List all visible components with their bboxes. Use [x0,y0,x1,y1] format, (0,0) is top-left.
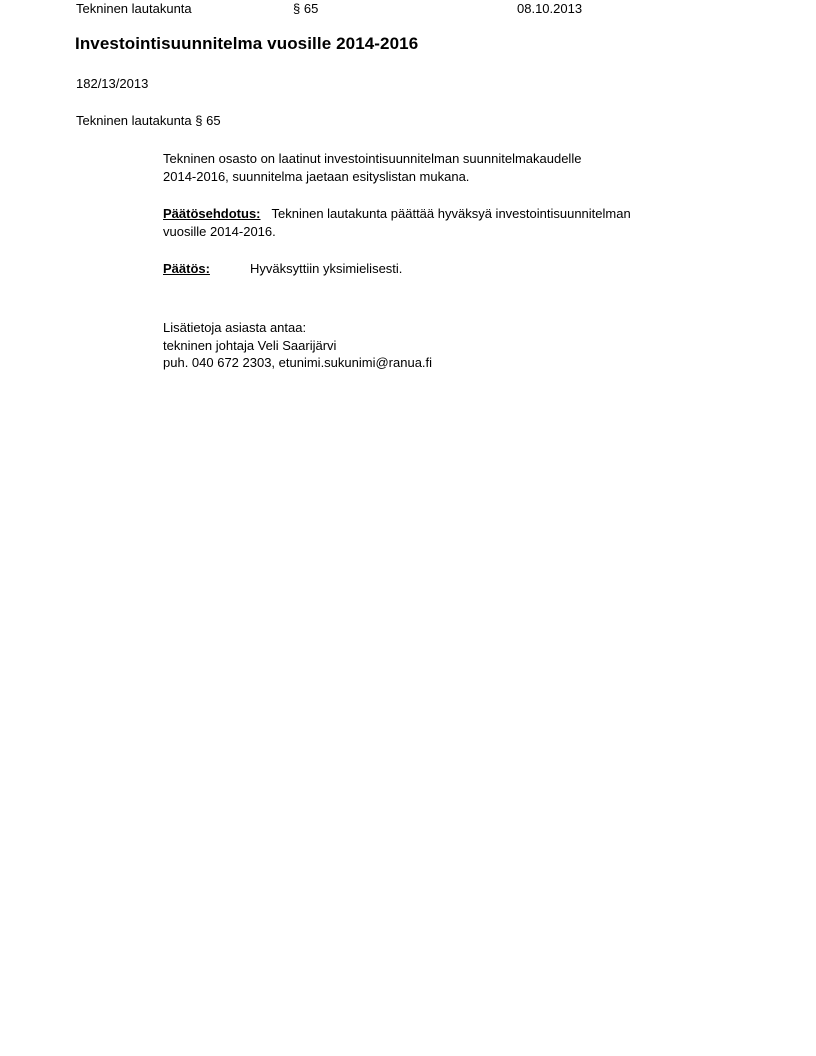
intro-line-2: 2014-2016, suunnitelma jaetaan esityslistan mukana. [163,168,470,184]
proposal-label: Päätösehdotus: [163,206,261,221]
proposal-text-line-2: vuosille 2014-2016. [163,223,276,239]
contact-info-block [163,319,763,372]
decision-text: Hyväksyttiin yksimielisesti. [250,261,403,276]
contact-person-line: tekninen johtaja Veli Saarijärvi [163,337,337,353]
header-date: 08.10.2013 [517,1,583,16]
proposal-text-line-1: Tekninen lautakunta päättää hyväksyä investointisuunnitelman [271,206,631,221]
decision-paragraph [163,260,763,278]
decision-label: Päätös: [163,261,210,276]
intro-line-1: Tekninen osasto on laatinut investointisuunnitelman suunnitelmakaudelle [163,151,582,166]
header-committee-name: Tekninen lautakunta [76,1,192,16]
intro-paragraph [163,150,763,185]
case-number: 182/13/2013 [76,76,149,91]
contact-intro-line: Lisätietoja asiasta antaa: [163,320,307,335]
contact-phone-email-line: puh. 040 672 2303, etunimi.sukunimi@ranua.fi [163,355,433,370]
header-section-mark: § 65 [293,1,319,16]
subheading-committee-section: Tekninen lautakunta § 65 [76,113,221,128]
proposal-paragraph [163,205,773,240]
page-title: Investointisuunnitelma vuosille 2014-2016 [75,34,419,53]
